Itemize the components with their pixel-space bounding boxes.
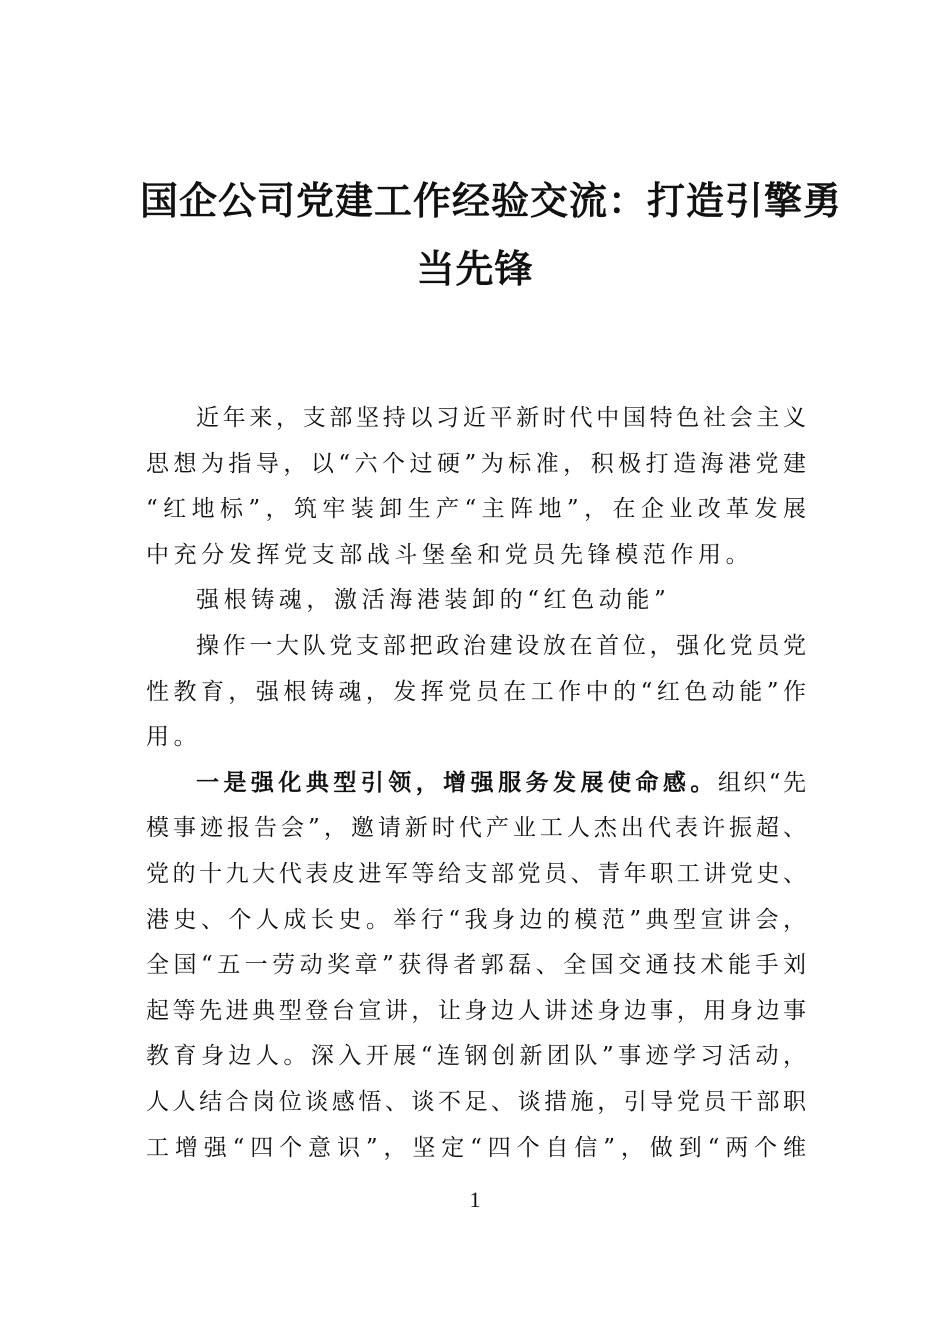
paragraph-4-bold-lead: 一是强化典型引领，增强服务发展使命感。 bbox=[196, 769, 718, 796]
document-title-line-2: 当先锋 bbox=[416, 247, 534, 291]
paragraph-4-line-7: 教育身边人。深入开展“连钢创新团队”事迹学习活动， bbox=[146, 1043, 806, 1070]
paragraph-3-line-1: 操作一大队党支部把政治建设放在首位，强化党员党 bbox=[196, 632, 806, 659]
paragraph-3-line-3: 用。 bbox=[146, 724, 202, 751]
paragraph-4-line-2: 模事迹报告会”，邀请新时代产业工人杰出代表许振超、 bbox=[146, 815, 806, 842]
paragraph-4-lead-rest: 组织“先 bbox=[717, 769, 806, 796]
paragraph-1-line-4: 中充分发挥党支部战斗堡垒和党员先锋模范作用。 bbox=[146, 541, 754, 568]
paragraph-3-line-2: 性教育，强根铸魂，发挥党员在工作中的“红色动能”作 bbox=[146, 678, 806, 705]
paragraph-4-line-9: 工增强“四个意识”，坚定“四个自信”，做到“两个维 bbox=[146, 1134, 806, 1161]
paragraph-4-line-3: 党的十九大代表皮进军等给支部党员、青年职工讲党史、 bbox=[146, 860, 806, 887]
paragraph-1-line-3: “红地标”，筑牢装卸生产“主阵地”，在企业改革发展 bbox=[146, 496, 806, 523]
section-heading: 强根铸魂，激活海港装卸的“红色动能” bbox=[196, 587, 671, 614]
paragraph-4-line-4: 港史、个人成长史。举行“我身边的模范”典型宣讲会， bbox=[146, 906, 806, 933]
paragraph-4-line-1 bbox=[146, 761, 806, 807]
document-body bbox=[146, 396, 806, 1171]
paragraph-4-line-6: 起等先进典型登台宣讲，让身边人讲述身边事，用身边事 bbox=[146, 997, 806, 1024]
paragraph-4-line-5: 全国“五一劳动奖章”获得者郭磊、全国交通技术能手刘 bbox=[146, 952, 806, 979]
paragraph-1-line-1: 近年来，支部坚持以习近平新时代中国特色社会主义 bbox=[196, 405, 806, 431]
page-number: 1 bbox=[469, 1187, 481, 1212]
paragraph-4-line-8: 人人结合岗位谈感悟、谈不足、谈措施，引导党员干部职 bbox=[146, 1088, 806, 1115]
paragraph-1-line-2: 思想为指导，以“六个过硬”为标准，积极打造海港党建 bbox=[146, 450, 806, 477]
document-title-line-1: 国企公司党建工作经验交流：打造引擎勇 bbox=[140, 179, 843, 223]
